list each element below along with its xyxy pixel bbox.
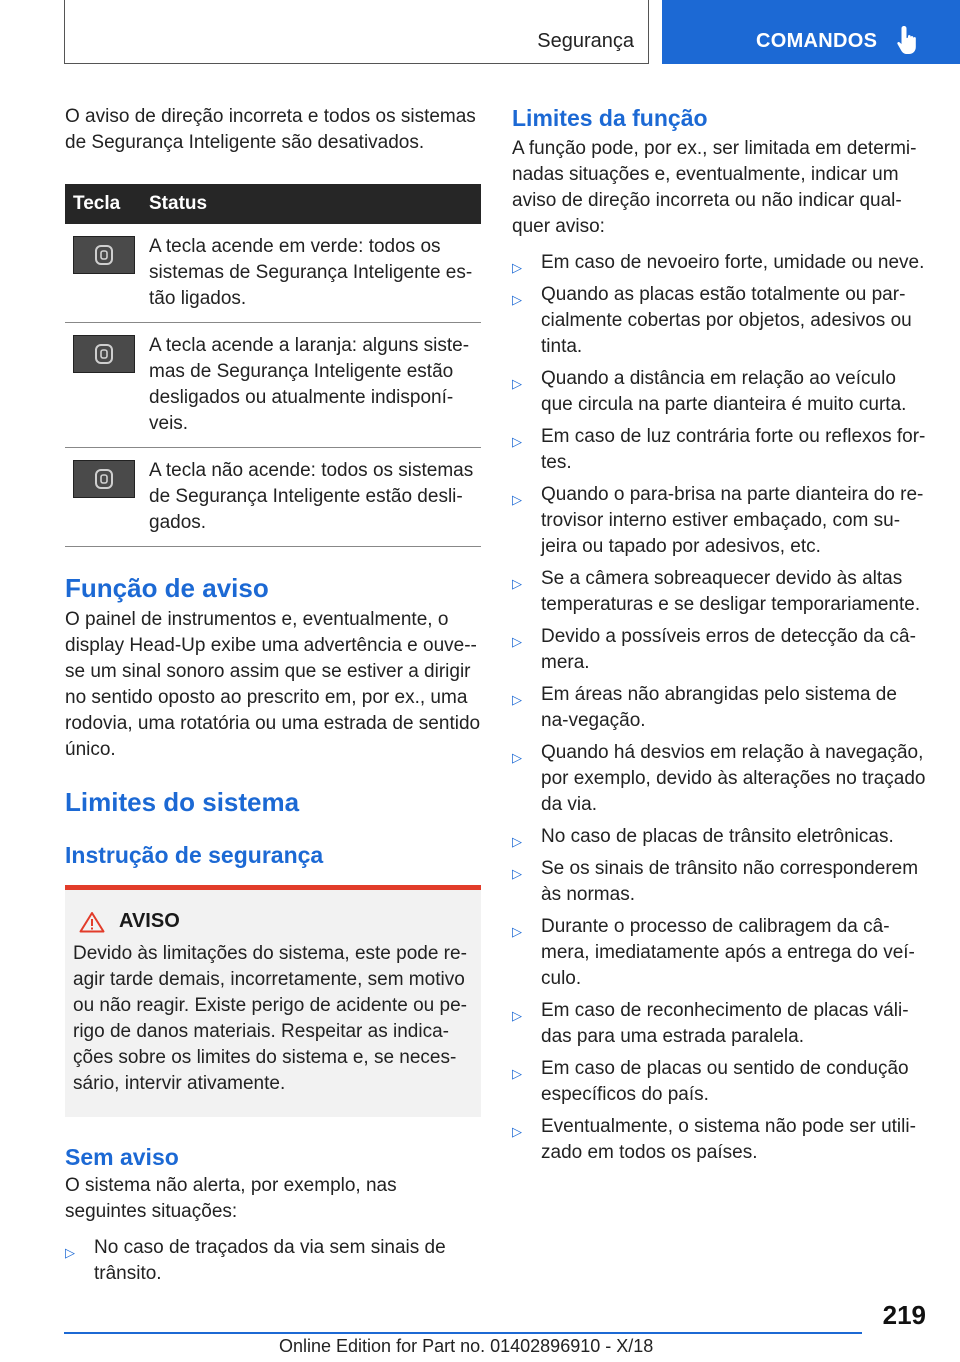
warning-box [65, 885, 481, 1117]
bullet-triangle-icon: ▷ [512, 434, 522, 449]
bullet-triangle-icon: ▷ [512, 1066, 522, 1081]
list-item [512, 366, 926, 418]
left-column [65, 104, 481, 1293]
list-item-text: No caso de placas de trânsito eletrônicas. [541, 826, 894, 847]
list-item [512, 424, 926, 476]
bullet-triangle-icon: ▷ [512, 492, 522, 507]
footer-edition: Online Edition for Part no. 01402896910 - X/18 [279, 1336, 654, 1356]
list-item-text: Durante o processo de calibragem da câ-mera, imediatamente após a entrega do veí-culo. [541, 916, 915, 989]
bullet-triangle-icon: ▷ [512, 260, 522, 275]
bullet-triangle-icon: ▷ [512, 376, 522, 391]
bullet-triangle-icon: ▷ [65, 1245, 75, 1260]
sem-aviso-text: O sistema não alerta, por exemplo, nas seguintes situações: [65, 1175, 397, 1222]
funcao-aviso-text: O painel de instrumentos e, eventualmente, o display Head-Up exibe uma advertência e ouve--se um sinal sonoro assim que se estiver a dirigir no sentido oposto ao prescrito em, por ex., uma rodovia, uma rotatória ou uma estrada de sentido único. [65, 609, 481, 760]
list-item [65, 1235, 481, 1287]
list-item-text: Se os sinais de trânsito não corresponderem às normas. [541, 858, 919, 905]
table-row [65, 224, 481, 323]
bullet-triangle-icon: ▷ [512, 924, 522, 939]
list-item [512, 482, 926, 560]
header-chapter-tab [662, 0, 960, 64]
intelligent-safety-button-icon [73, 335, 135, 373]
table-cell-status: A tecla acende a laranja: alguns siste-mas de Segurança Inteligente estão desligados ou atualmente indisponí-veis. [149, 335, 470, 434]
list-item [512, 250, 926, 276]
bullet-triangle-icon: ▷ [512, 634, 522, 649]
list-item [512, 740, 926, 818]
bullet-triangle-icon: ▷ [512, 576, 522, 591]
list-item-text: Em caso de luz contrária forte ou reflexos for-tes. [541, 426, 926, 473]
bullet-triangle-icon: ▷ [512, 1008, 522, 1023]
list-item-text: Em caso de reconhecimento de placas váli-das para uma estrada paralela. [541, 1000, 909, 1047]
table-header-key: Tecla [73, 193, 121, 214]
warning-text: Devido às limitações do sistema, este pode re-agir tarde demais, incorretamente, sem motivo ou não reagir. Existe perigo de acidente ou pe-rigo de danos materiais. Respeitar as indica-ções sobre os limites do sistema e, se neces-sário, intervir ativamente. [73, 943, 467, 1094]
table-cell-status: A tecla acende em verde: todos os sistemas de Segurança Inteligente es-tão ligados. [149, 236, 473, 309]
footer-divider [64, 1332, 862, 1334]
header-section-box [64, 0, 649, 64]
warning-label: AVISO [119, 910, 180, 932]
list-item-text: Eventualmente, o sistema não pode ser utili-zado em todos os países. [541, 1116, 916, 1163]
list-item-text: Quando a distância em relação ao veículo que circula na parte dianteira é muito curta. [541, 368, 907, 415]
list-item [512, 282, 926, 360]
list-item-text: No caso de traçados da via sem sinais de trânsito. [94, 1237, 446, 1284]
bullet-triangle-icon: ▷ [512, 866, 522, 881]
table-row [65, 448, 481, 547]
heading-limites-funcao: Limites da função [512, 105, 708, 131]
sem-aviso-list [65, 1235, 481, 1287]
list-item-text: Quando o para-brisa na parte dianteira do re-trovisor interno estiver embaçado, com su-jeira ou tapado por adesivos, etc. [541, 484, 924, 557]
pointing-hand-icon [896, 24, 922, 56]
warning-title [73, 910, 473, 933]
list-item-text: Em áreas não abrangidas pelo sistema de na-vegação. [541, 684, 897, 731]
list-item [512, 856, 926, 908]
bullet-triangle-icon: ▷ [512, 750, 522, 765]
header-chapter-label: COMANDOS [756, 30, 878, 52]
table-header-status: Status [149, 193, 208, 214]
heading-limites-sistema: Limites do sistema [65, 787, 300, 817]
limites-funcao-text: A função pode, por ex., ser limitada em determi-nadas situações e, eventualmente, indicar um aviso de direção incorreta ou não indicar qual-quer aviso: [512, 138, 917, 237]
right-column [512, 104, 926, 1172]
table-cell-status: A tecla não acende: todos os sistemas de Segurança Inteligente estão desli-gados. [149, 460, 474, 533]
intelligent-safety-button-icon [73, 460, 135, 498]
list-item-text: Quando há desvios em relação à navegação, por exemplo, devido às alterações no traçado da via. [541, 742, 926, 815]
warning-triangle-icon [79, 911, 105, 933]
list-item [512, 1114, 926, 1166]
limites-funcao-list [512, 250, 926, 1166]
heading-sem-aviso: Sem aviso [65, 1144, 179, 1170]
table-header [65, 184, 481, 224]
bullet-triangle-icon: ▷ [512, 1124, 522, 1139]
list-item [512, 682, 926, 734]
table-row [65, 323, 481, 448]
list-item [512, 566, 926, 618]
heading-instrucao-seguranca: Instrução de segurança [65, 842, 324, 868]
list-item [512, 914, 926, 992]
list-item-text: Em caso de placas ou sentido de condução específicos do país. [541, 1058, 909, 1105]
header-section-title: Segurança [537, 30, 634, 52]
list-item-text: Devido a possíveis erros de detecção da câ-mera. [541, 626, 916, 673]
key-status-table [65, 184, 481, 547]
bullet-triangle-icon: ▷ [512, 692, 522, 707]
intro-text: O aviso de direção incorreta e todos os sistemas de Segurança Inteligente são desativados. [65, 106, 476, 153]
list-item-text: Em caso de nevoeiro forte, umidade ou neve. [541, 252, 925, 273]
bullet-triangle-icon: ▷ [512, 292, 522, 307]
list-item-text: Se a câmera sobreaquecer devido às altas temperaturas e se desligar temporariamente. [541, 568, 921, 615]
page-number: 219 [882, 1300, 926, 1330]
intelligent-safety-button-icon [73, 236, 135, 274]
list-item [512, 624, 926, 676]
list-item [512, 824, 926, 850]
heading-funcao-aviso: Função de aviso [65, 573, 269, 603]
list-item-text: Quando as placas estão totalmente ou par-cialmente cobertas por objetos, adesivos ou tinta. [541, 284, 912, 357]
bullet-triangle-icon: ▷ [512, 834, 522, 849]
list-item [512, 998, 926, 1050]
list-item [512, 1056, 926, 1108]
